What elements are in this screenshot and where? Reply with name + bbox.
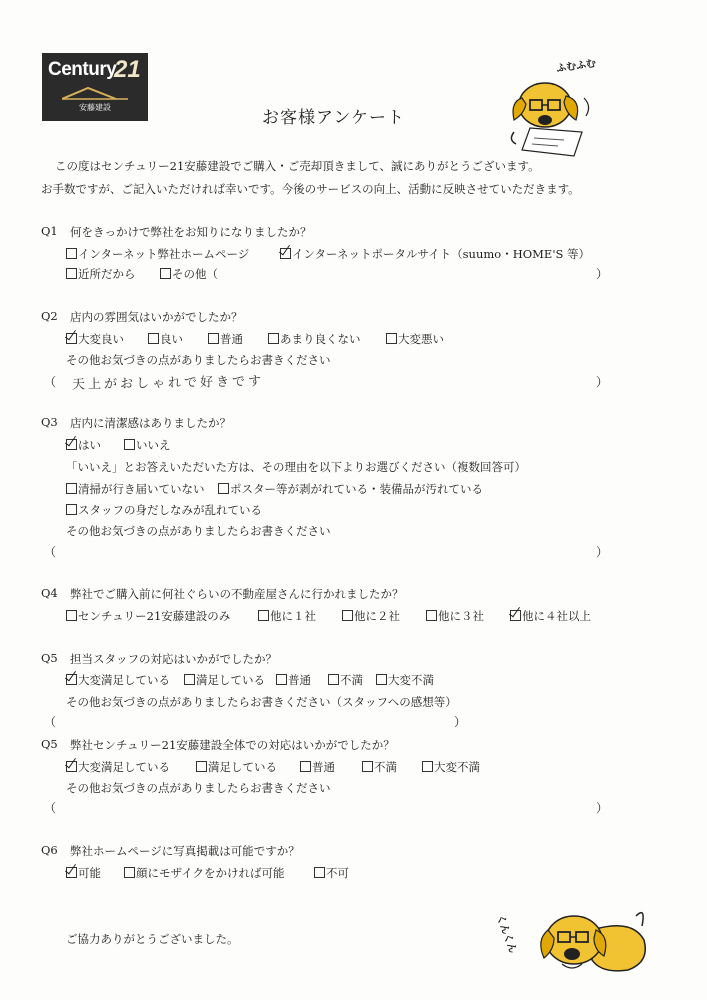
checkbox[interactable]	[258, 610, 269, 621]
intro-line-2: お手数ですが、ご記入いただければ幸いです。今後のサービスの向上、活動に反映させていただきます。	[41, 182, 580, 196]
intro-line-1: この度はセンチュリー21安藤建設でご購入・ご売却頂きまして、誠にありがとうございます。	[55, 159, 540, 173]
q1-option-4[interactable]: その他（	[160, 266, 218, 282]
paren-close: ）	[596, 267, 609, 281]
q5a-option-1[interactable]: 大変満足している	[66, 672, 170, 688]
checkbox[interactable]	[66, 504, 77, 515]
checkbox[interactable]	[66, 610, 77, 621]
q1-text: 何をきっかけで弊社をお知りになりましたか？	[70, 225, 312, 239]
q1-option-1[interactable]: インターネット弊社ホームページ	[66, 246, 249, 262]
q3-comment-prompt: その他お気づきの点がありましたらお書きください	[66, 524, 331, 538]
mascot-bottom-caption: くんくん	[493, 913, 518, 955]
q6-text: 弊社ホームページに写真掲載は可能ですか？	[70, 844, 300, 858]
q2-option-2[interactable]: 良い	[148, 331, 183, 347]
paren-close: ）	[596, 545, 609, 559]
q6-number: Q6	[41, 843, 58, 857]
checkbox[interactable]	[160, 268, 171, 279]
checkbox-checked[interactable]	[280, 248, 291, 259]
checkbox-checked[interactable]	[66, 867, 77, 878]
q5a-option-5[interactable]: 大変不満	[376, 672, 434, 688]
checkbox[interactable]	[208, 333, 219, 344]
q3-option-1[interactable]: はい	[66, 437, 101, 453]
checkbox[interactable]	[148, 333, 159, 344]
paren-open: （	[44, 545, 57, 559]
q5a-option-2[interactable]: 満足している	[184, 672, 265, 688]
checkbox-checked[interactable]	[66, 439, 77, 450]
checkbox[interactable]	[276, 674, 287, 685]
checkbox-checked[interactable]	[66, 333, 77, 344]
q5b-comment-prompt: その他お気づきの点がありましたらお書きください	[66, 781, 331, 795]
checkbox[interactable]	[66, 483, 77, 494]
q5b-text: 弊社センチュリー21安藤建設全体での対応はいかがでしたか？	[70, 738, 395, 752]
logo-company: 安藤建設	[79, 103, 111, 112]
q5b-option-2[interactable]: 満足している	[196, 759, 277, 775]
q3-reason-3[interactable]: スタッフの身だしなみが乱れている	[66, 502, 262, 518]
closing-message: ご協力ありがとうございました。	[66, 932, 239, 946]
q2-comment-prompt: その他お気づきの点がありましたらお書きください	[66, 353, 331, 367]
checkbox[interactable]	[268, 333, 279, 344]
q3-reason-2[interactable]: ポスター等が剥がれている・装備品が汚れている	[218, 481, 483, 497]
q2-option-1[interactable]: 大変良い	[66, 331, 124, 347]
q2-option-5[interactable]: 大変悪い	[386, 331, 444, 347]
checkbox[interactable]	[66, 268, 77, 279]
checkbox[interactable]	[314, 867, 325, 878]
q6-option-1[interactable]: 可能	[66, 865, 101, 881]
q3-number: Q3	[41, 415, 58, 429]
paren-open: （	[44, 715, 57, 729]
q4-number: Q4	[41, 586, 58, 600]
paren-close: ）	[596, 375, 609, 389]
q1-option-3[interactable]: 近所だから	[66, 266, 136, 282]
logo-brand: Century	[48, 59, 117, 80]
century21-logo	[42, 53, 148, 121]
dog-mascot-sniffing-icon	[532, 900, 652, 978]
q5a-number: Q5	[41, 651, 58, 665]
checkbox[interactable]	[422, 761, 433, 772]
checkbox-checked[interactable]	[510, 610, 521, 621]
q5b-option-1[interactable]: 大変満足している	[66, 759, 170, 775]
q2-text: 店内の雰囲気はいかがでしたか？	[70, 310, 243, 324]
logo-number: 21	[114, 56, 141, 83]
q4-text: 弊社でご購入前に何社ぐらいの不動産屋さんに行かれましたか？	[70, 587, 404, 601]
q5a-option-4[interactable]: 不満	[328, 672, 363, 688]
q6-option-3[interactable]: 不可	[314, 865, 349, 881]
q4-option-5[interactable]: 他に４社以上	[510, 608, 591, 624]
checkbox[interactable]	[124, 439, 135, 450]
q3-followup: 「いいえ」とお答えいただいた方は、その理由を以下よりお選びください（複数回答可）	[66, 460, 526, 474]
q4-option-1[interactable]: センチュリー21安藤建設のみ	[66, 608, 230, 624]
q4-option-4[interactable]: 他に３社	[426, 608, 484, 624]
q3-option-2[interactable]: いいえ	[124, 437, 171, 453]
q1-number: Q1	[41, 224, 58, 238]
checkbox-checked[interactable]	[66, 761, 77, 772]
q2-handwritten-comment[interactable]: 天上がおしゃれで好きです	[71, 374, 265, 393]
house-roof-icon	[62, 86, 128, 100]
q5a-text: 担当スタッフの対応はいかがでしたか？	[70, 652, 277, 666]
q5a-comment-prompt: その他お気づきの点がありましたらお書きください（スタッフへの感想等）	[66, 695, 457, 709]
checkbox[interactable]	[376, 674, 387, 685]
q3-text: 店内に清潔感はありましたか？	[70, 416, 231, 430]
dog-mascot-reading-icon	[500, 70, 600, 160]
checkbox[interactable]	[342, 610, 353, 621]
checkbox[interactable]	[362, 761, 373, 772]
checkbox-checked[interactable]	[66, 674, 77, 685]
q4-option-3[interactable]: 他に２社	[342, 608, 400, 624]
q5b-option-4[interactable]: 不満	[362, 759, 397, 775]
checkbox[interactable]	[300, 761, 311, 772]
checkbox[interactable]	[426, 610, 437, 621]
checkbox[interactable]	[124, 867, 135, 878]
checkbox[interactable]	[66, 248, 77, 259]
q5b-option-3[interactable]: 普通	[300, 759, 335, 775]
q5b-number: Q5	[41, 737, 58, 751]
q3-reason-1[interactable]: 清掃が行き届いていない	[66, 481, 205, 497]
q2-option-4[interactable]: あまり良くない	[268, 331, 361, 347]
checkbox[interactable]	[386, 333, 397, 344]
q5a-option-3[interactable]: 普通	[276, 672, 311, 688]
q5b-option-5[interactable]: 大変不満	[422, 759, 480, 775]
checkbox[interactable]	[196, 761, 207, 772]
q4-option-2[interactable]: 他に１社	[258, 608, 316, 624]
checkbox[interactable]	[218, 483, 229, 494]
paren-close: ）	[454, 715, 467, 729]
mascot-top-caption: ふむふむ	[555, 58, 597, 75]
page-title: お客様アンケート	[262, 108, 405, 128]
paren-open: （	[44, 801, 57, 815]
q6-option-2[interactable]: 顔にモザイクをかければ可能	[124, 865, 284, 881]
checkbox[interactable]	[184, 674, 195, 685]
q2-option-3[interactable]: 普通	[208, 331, 243, 347]
checkbox[interactable]	[328, 674, 339, 685]
q2-number: Q2	[41, 309, 58, 323]
paren-close: ）	[596, 801, 609, 815]
paren-open: （	[44, 375, 57, 389]
q1-option-2[interactable]: インターネットポータルサイト（suumo・HOME'S 等）	[280, 246, 590, 262]
